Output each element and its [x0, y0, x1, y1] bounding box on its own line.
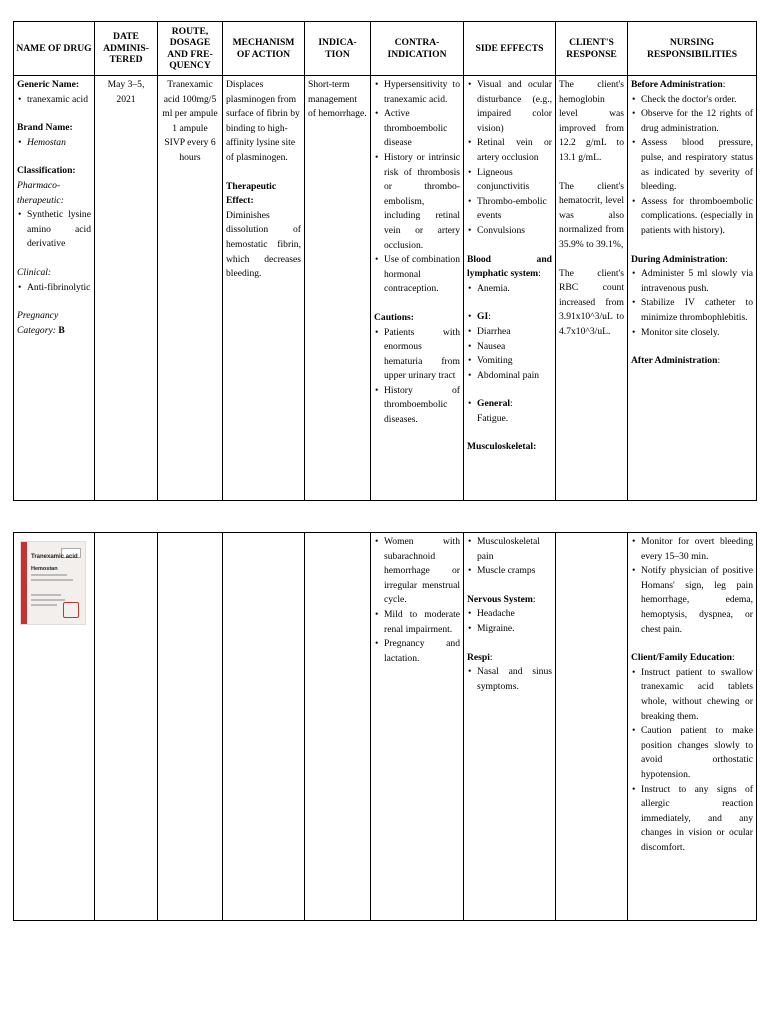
gi-side-effect: • Nausea [477, 340, 552, 355]
education-item: • Instruct to any signs of allergic reaction immediately, and any changes in vision or ocular discomfort. [641, 783, 753, 856]
pregnancy-category-value: B [58, 324, 65, 336]
cell-side-effects-cont [464, 533, 556, 921]
response-hemoglobin: The client's hemoglobin level was improved from 12.2 g/mL to 13.1 g/mL. [559, 79, 624, 163]
contra-item: • Hypersensitivity to tranexamic acid. [384, 78, 460, 107]
during-admin-item: • Administer 5 ml slowly via intravenous push. [641, 267, 753, 296]
brand-name-label: Brand Name: [17, 122, 73, 134]
education-label: Client/Family Education [631, 652, 733, 664]
before-admin-label: Before Administration [631, 79, 723, 90]
generic-name: • tranexamic acid [27, 93, 91, 108]
pregnancy-category-label: Pregnancy Category: [17, 310, 59, 336]
respi-side-effect: • Nasal and sinus symptoms. [477, 665, 552, 694]
pregnancy-category [17, 309, 91, 338]
header-date-administered: DATE ADMINIS-TERED [95, 22, 158, 76]
during-admin-heading: During Administration: [631, 253, 728, 265]
generic-name-label: Generic Name: [17, 79, 80, 90]
response-rbc: The client's RBC count increased from 3.91x10^3/uL to 4.7x10^3/uL. [559, 267, 624, 337]
header-nursing-responsibilities: NURSING RESPONSIBILITIES [628, 22, 757, 76]
header-mechanism: MECHANISM OF ACTION [223, 22, 305, 76]
pharmacotherapeutic-class: • Synthetic lysine amino acid derivative [27, 208, 91, 252]
contra-item: • Active thromboembolic disease [384, 107, 460, 151]
cell-nursing [628, 76, 757, 501]
before-admin-item: • Observe for the 12 rights of drug administration. [641, 107, 753, 136]
brand-name: • Hemostan [27, 136, 91, 151]
drug-study-table-page-2 [13, 532, 757, 921]
after-admin-heading: After Administration: [631, 355, 721, 367]
header-clients-response: CLIENT'S RESPONSE [556, 22, 628, 76]
after-admin-item: • Monitor for overt bleeding every 15–30 min. [641, 535, 753, 564]
header-side-effects: SIDE EFFECTS [464, 22, 556, 76]
cell-date-cont [95, 533, 158, 921]
drug-package-image [20, 541, 86, 625]
cell-date: May 3–5, 2021 [95, 76, 158, 501]
before-admin-item: • Assess blood pressure, pulse, and respiratory status as indicated by severity of bleeding. [641, 136, 753, 194]
nervous-side-effect: • Migraine. [477, 622, 552, 637]
blood-system-label: Blood and lymphatic system [467, 253, 552, 280]
cell-mechanism [223, 76, 305, 501]
side-effect-item: • Thrombo-embolic events [477, 195, 552, 224]
gi-side-effect: • Abdominal pain [477, 369, 552, 384]
after-admin-label: After Administration [631, 355, 718, 367]
therapeutic-effect-text: Diminishes dissolution of hemostatic fibrin, which decreases bleeding. [226, 209, 301, 280]
gi-side-effect: • Vomiting [477, 354, 552, 369]
nervous-system-heading: Nervous System: [467, 593, 536, 605]
nervous-system-label: Nervous System [467, 593, 533, 605]
header-indication: INDICA-TION [305, 22, 371, 76]
cell-side-effects [464, 76, 556, 501]
gi-side-effect: • Diarrhea [477, 325, 552, 340]
blood-system-heading: Blood and lymphatic system: [467, 253, 552, 280]
caution-item: • Patients with enormous hematuria from upper urinary tract [384, 326, 460, 384]
caution-item: • Mild to moderate renal impairment. [384, 608, 460, 637]
cell-route-dosage: Tranexamic acid 100mg/5 ml per ampule 1 ampule SIVP every 6 hours [158, 76, 223, 501]
respi-label: Respi [467, 651, 490, 663]
during-admin-item: • Stabilize IV catheter to minimize thrombophlebitis. [641, 296, 753, 325]
header-route-dosage: ROUTE, DOSAGE AND FRE-QUENCY [158, 22, 223, 76]
caution-item: • Pregnancy and lactation. [384, 637, 460, 666]
before-admin-item: • Assess for thromboembolic complications. (especially in patients with history). [641, 195, 753, 239]
caution-item: • Women with subarachnoid hemorrhage or irregular menstrual cycle. [384, 535, 460, 608]
after-admin-item: • Notify physician of positive Homans' sign, leg pain hemorrhage, edema, hemoptysis, dyspnea, or chest pain. [641, 564, 753, 637]
before-admin-heading: Before Administration: [631, 79, 726, 90]
cell-route-cont [158, 533, 223, 921]
contra-item: • History or intrinsic risk of thrombosis or thrombo-embolism, including retinal vein or artery occlusion. [384, 151, 460, 253]
cell-indication-cont [305, 533, 371, 921]
side-effect-item: • Retinal vein or artery occlusion [477, 136, 552, 165]
education-heading: Client/Family Education: [631, 652, 735, 664]
gi-label: GI [477, 311, 489, 323]
therapeutic-effect-label: Therapeutic Effect: [226, 180, 277, 207]
classification-label: Classification: [17, 165, 76, 177]
clinical-class: • Anti-fibrinolytic [27, 281, 91, 296]
blood-side-effect: • Anemia. [477, 282, 552, 297]
side-effect-item: • Visual and ocular disturbance (e.g., impaired color vision) [477, 78, 552, 136]
header-row [14, 22, 757, 76]
package-text-generic: Tranexamic acid [31, 554, 78, 560]
respi-heading: Respi: [467, 651, 493, 663]
pharmacotherapeutic-label: Pharmaco-therapeutic: [17, 179, 64, 206]
clinical-label: Clinical: [17, 266, 52, 278]
cautions-label: Cautions: [374, 311, 414, 323]
education-item: • Instruct patient to swallow tranexamic acid tablets whole, without chewing or breaking them. [641, 666, 753, 724]
side-effect-item: • Ligneous conjunctivitis [477, 166, 552, 195]
cell-contraindication-cont [371, 533, 464, 921]
general-heading: • General: [477, 397, 552, 412]
general-label: General [477, 398, 511, 410]
package-text-brand: Hemostan [31, 566, 58, 572]
caution-item: • History of thromboembolic diseases. [384, 384, 460, 428]
education-item: • Caution patient to make position changes slowly to avoid orthostatic hypotension. [641, 724, 753, 782]
cell-clients-response [556, 76, 628, 501]
nervous-side-effect: • Headache [477, 607, 552, 622]
musculoskeletal-side-effect: • Muscle cramps [477, 564, 552, 579]
musculoskeletal-side-effect: • Musculoskeletal pain [477, 535, 552, 564]
cell-indication: Short-term management of hemorrhage. [305, 76, 371, 501]
response-hematocrit: The client's hematocrit, level was also normalized from 35.9% to 39.1%, [559, 180, 624, 250]
musculoskeletal-label: Musculoskeletal: [467, 441, 537, 453]
during-admin-item: • Monitor site closely. [641, 326, 753, 341]
header-contraindication: CONTRA-INDICATION [371, 22, 464, 76]
side-effect-item: • Convulsions [477, 224, 552, 239]
cell-mechanism-cont [223, 533, 305, 921]
drug-study-table-page-1 [13, 21, 757, 501]
cell-contraindication [371, 76, 464, 501]
cell-nursing-cont [628, 533, 757, 921]
during-admin-label: During Administration [631, 253, 726, 265]
cell-drug-image [14, 533, 95, 921]
header-name-of-drug: NAME OF DRUG [14, 22, 95, 76]
contra-item: • Use of combination hormonal contraception. [384, 253, 460, 297]
general-side-effect: Fatigue. [477, 412, 509, 424]
cell-drug-name [14, 76, 95, 501]
cell-clients-response-cont [556, 533, 628, 921]
drug-row-continued [14, 533, 757, 921]
drug-row [14, 76, 757, 501]
mechanism-text: Displaces plasminogen from surface of fibrin by binding to high-affinity lysine site of plasminogen. [226, 79, 300, 163]
before-admin-item: • Check the doctor's order. [641, 93, 753, 108]
gi-heading: • GI: [477, 310, 552, 325]
